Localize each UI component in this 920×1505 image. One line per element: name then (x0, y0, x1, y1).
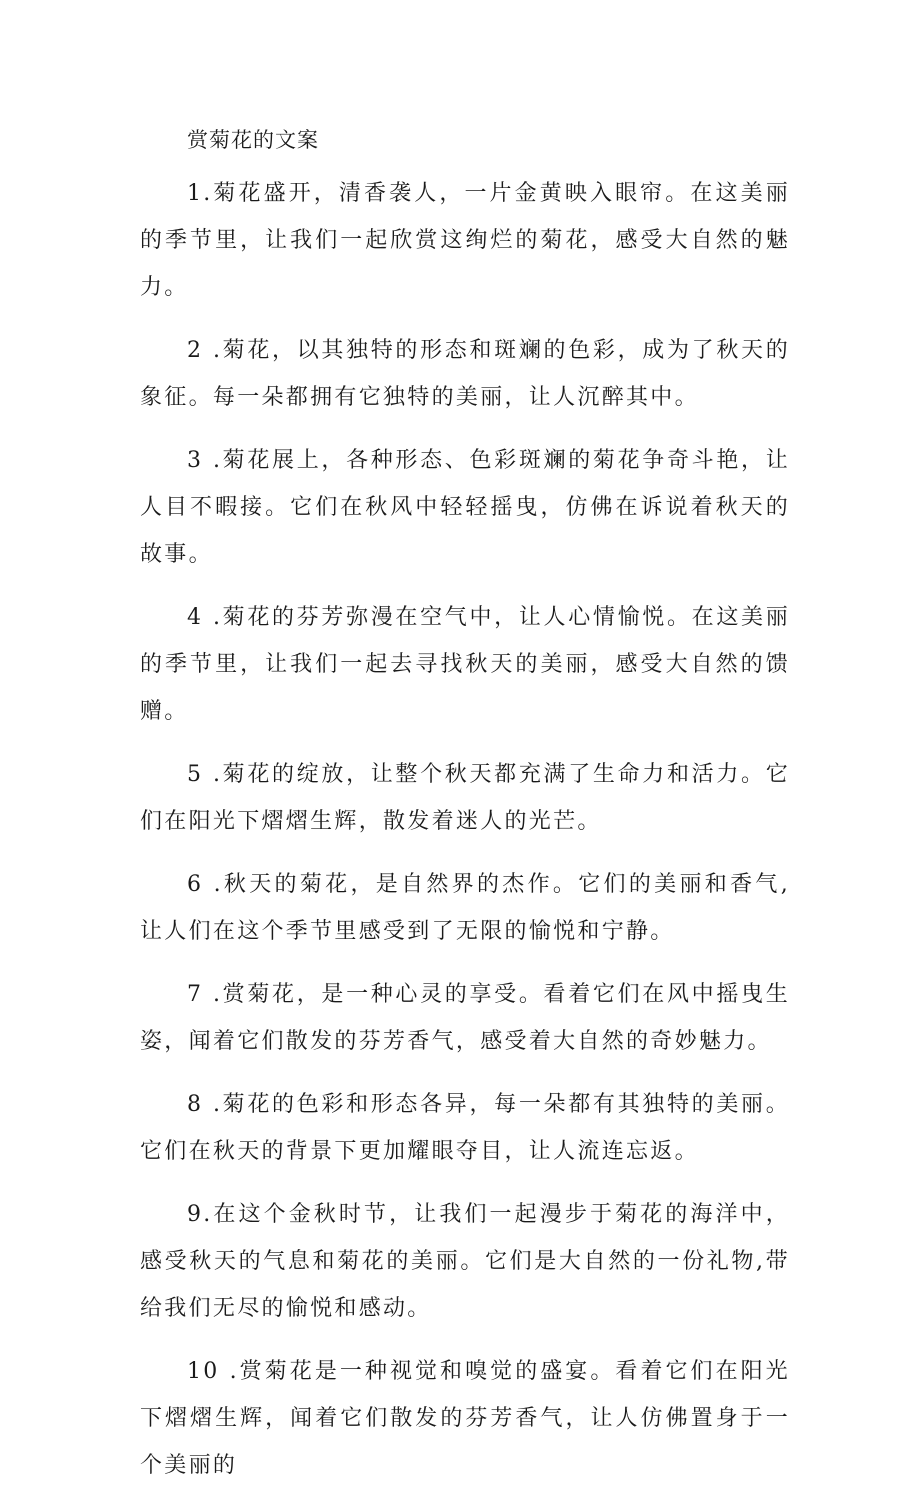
paragraph-9: 9.在这个金秋时节，让我们一起漫步于菊花的海洋中，感受秋天的气息和菊花的美丽。它们是大自然的一份礼物,带给我们无尽的愉悦和感动。 (140, 1202, 790, 1321)
paragraph-6: 6 .秋天的菊花，是自然界的杰作。它们的美丽和香气,让人们在这个季节里感受到了无限的愉悦和宁静。 (140, 872, 790, 944)
paragraph-10: 10 .赏菊花是一种视觉和嗅觉的盛宴。看着它们在阳光下熠熠生辉，闻着它们散发的芬芳香气，让人仿佛置身于一个美丽的 (140, 1359, 790, 1478)
paragraph-3: 3 .菊花展上，各种形态、色彩斑斓的菊花争奇斗艳，让人目不暇接。它们在秋风中轻轻摇曳，仿佛在诉说着秋天的故事。 (140, 448, 790, 567)
paragraph-5: 5 .菊花的绽放，让整个秋天都充满了生命力和活力。它们在阳光下熠熠生辉，散发着迷人的光芒。 (140, 762, 790, 834)
paragraph-7: 7 .赏菊花，是一种心灵的享受。看着它们在风中摇曳生姿，闻着它们散发的芬芳香气，感受着大自然的奇妙魅力。 (140, 982, 790, 1054)
paragraph-4: 4 .菊花的芬芳弥漫在空气中，让人心情愉悦。在这美丽的季节里，让我们一起去寻找秋天的美丽，感受大自然的馈赠。 (140, 605, 790, 724)
document-body (140, 170, 790, 1505)
paragraph-2: 2 .菊花，以其独特的形态和斑斓的色彩，成为了秋天的象征。每一朵都拥有它独特的美丽，让人沉醉其中。 (140, 338, 790, 410)
paragraph-1: 1.菊花盛开，清香袭人，一片金黄映入眼帘。在这美丽的季节里，让我们一起欣赏这绚烂的菊花，感受大自然的魅力。 (140, 181, 790, 300)
document-title: 赏菊花的文案 (187, 128, 319, 152)
paragraph-8: 8 .菊花的色彩和形态各异，每一朵都有其独特的美丽。它们在秋天的背景下更加耀眼夺目，让人流连忘返。 (140, 1092, 790, 1164)
